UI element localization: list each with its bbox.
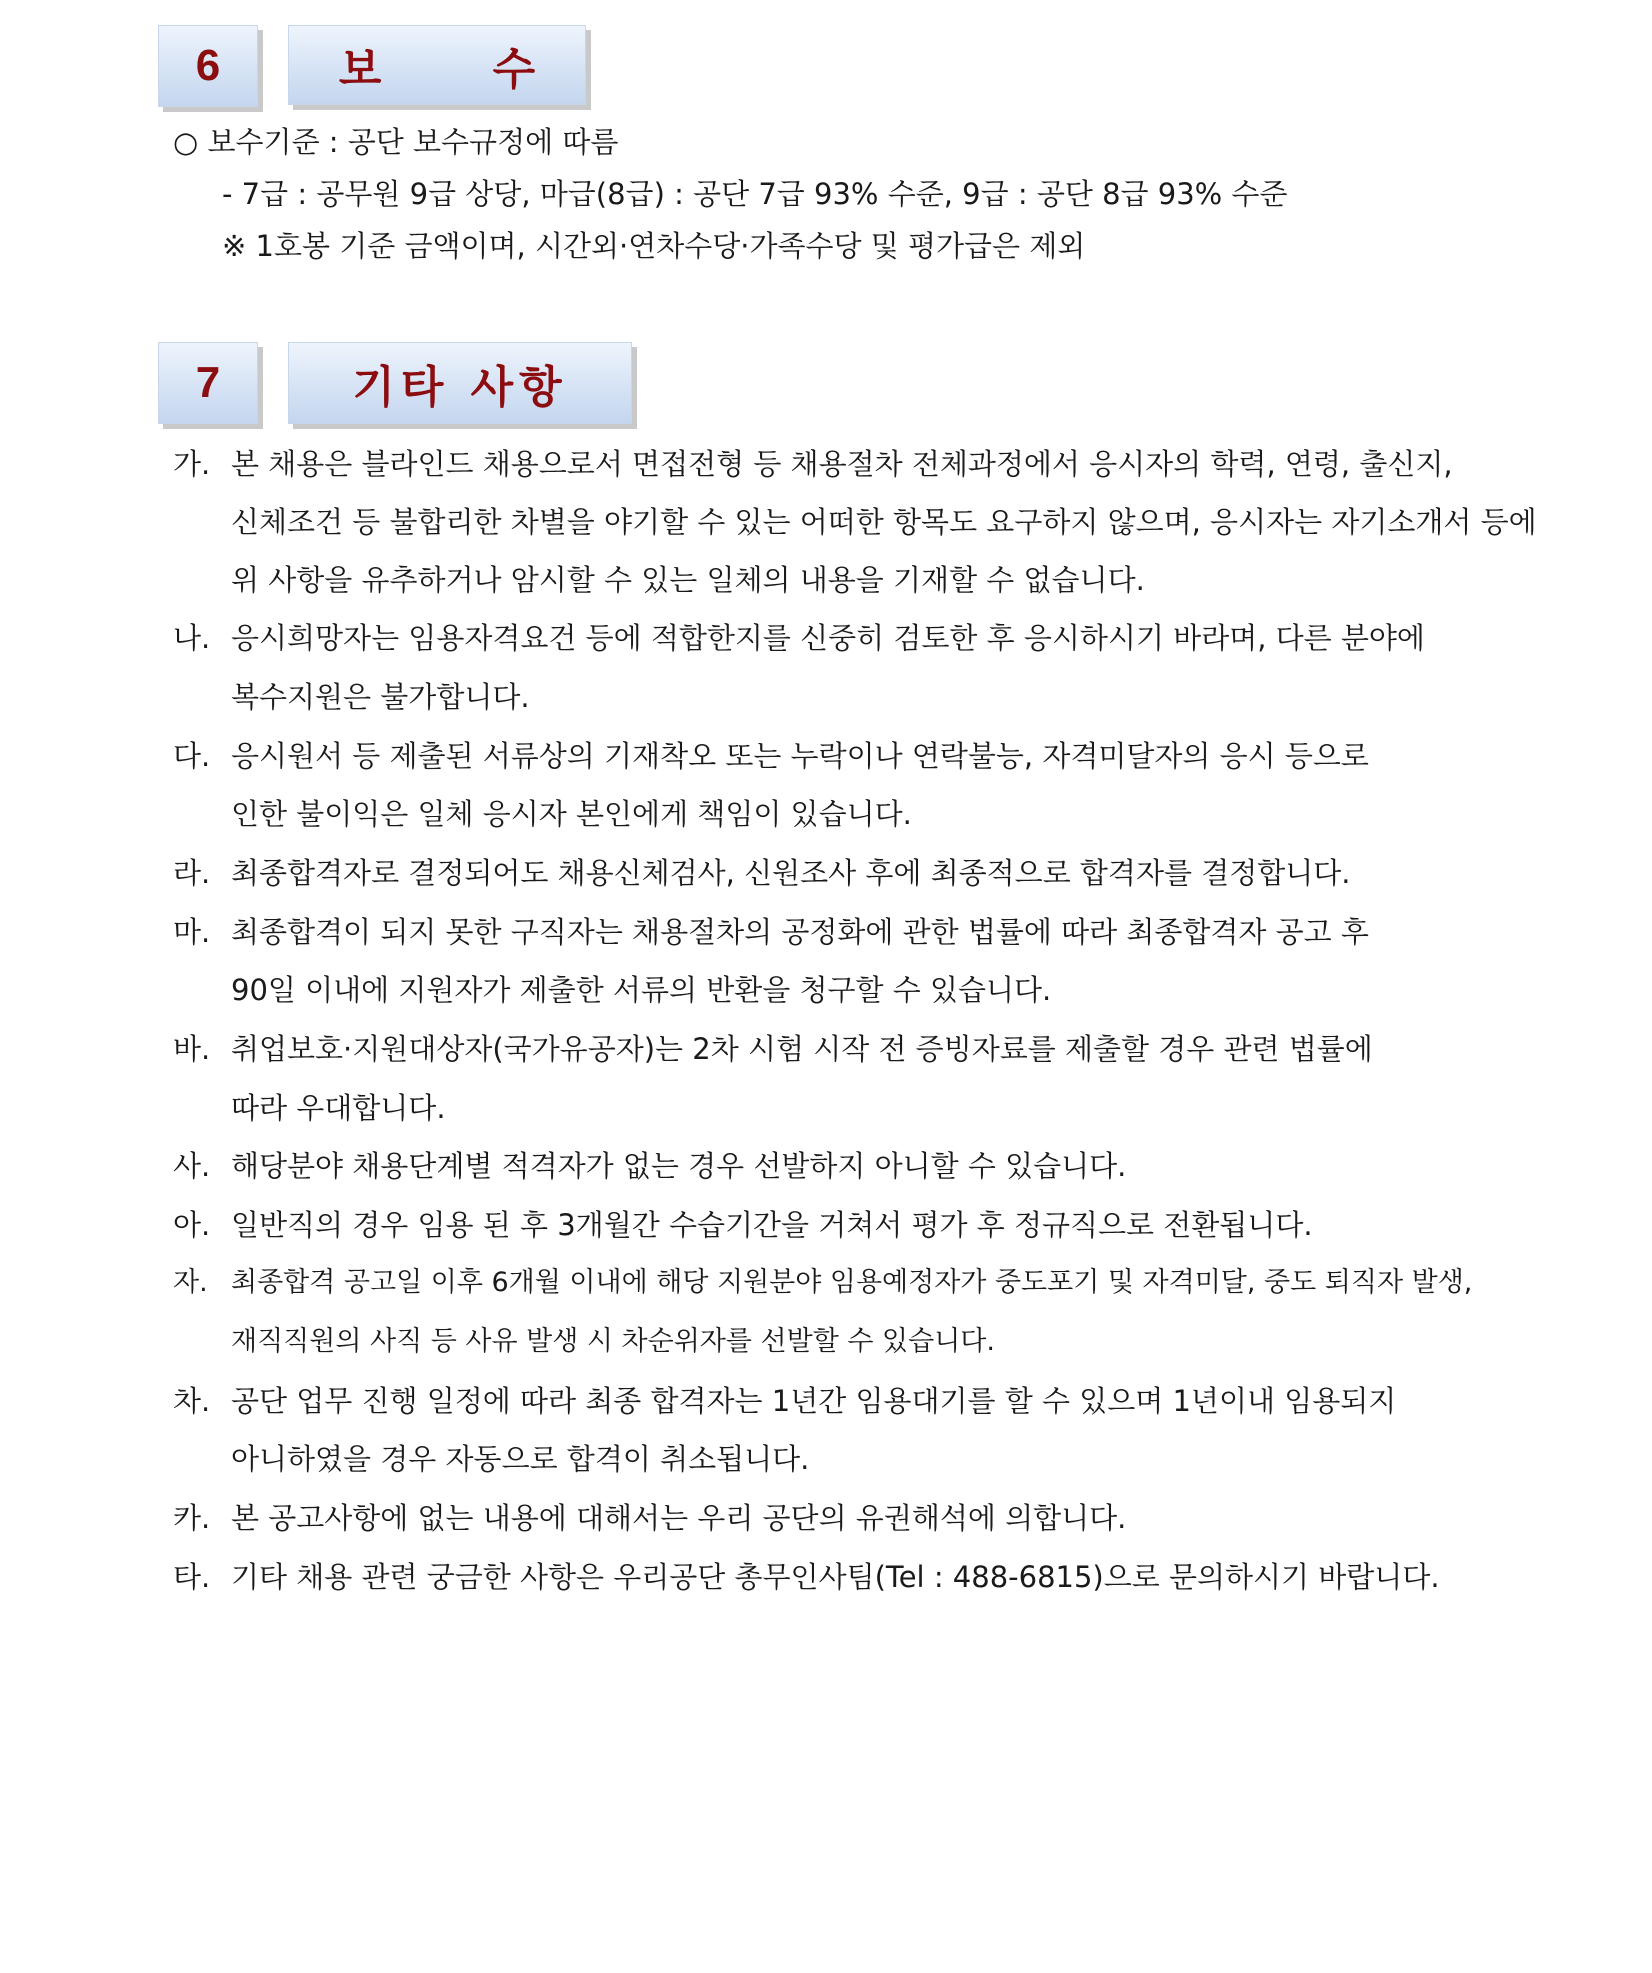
section-6-item-0: ○ 보수기준 : 공단 보수규정에 따름 <box>173 125 619 159</box>
section-6-item-2: ※ 1호봉 기준 금액이며, 시간외·연차수당·가족수당 및 평가급은 제외 <box>222 229 1086 263</box>
section-7-title: 기타 사항 <box>288 342 632 424</box>
list-item-continuation: 신체조건 등 불합리한 차별을 야기할 수 있는 어떠한 항목도 요구하지 않으며, 응시자는 자기소개서 등에 <box>231 505 1537 539</box>
list-item-label: 가. <box>173 447 211 481</box>
list-item-continuation: 재직직원의 사직 등 사유 발생 시 차순위자를 선발할 수 있습니다. <box>231 1326 995 1357</box>
list-item-label: 라. <box>173 856 211 890</box>
list-item-label: 차. <box>173 1384 211 1418</box>
list-item-label: 마. <box>173 915 211 949</box>
list-item-continuation: 인한 불이익은 일체 응시자 본인에게 책임이 있습니다. <box>231 797 912 831</box>
list-item-continuation: 위 사항을 유추하거나 암시할 수 있는 일체의 내용을 기재할 수 없습니다. <box>231 563 1145 597</box>
list-item-continuation: 복수지원은 불가합니다. <box>231 680 530 714</box>
list-item: 자. 최종합격 공고일 이후 6개월 이내에 해당 지원분야 임용예정자가 중도포기 및 자격미달, 중도 퇴직자 발생, <box>173 1267 1473 1298</box>
list-item: 다. 응시원서 등 제출된 서류상의 기재착오 또는 누락이나 연락불능, 자격미달자의 응시 등으로 <box>173 739 1369 773</box>
list-item-label: 자. <box>173 1267 208 1298</box>
list-item-label: 다. <box>173 739 211 773</box>
list-item-label: 나. <box>173 621 211 655</box>
list-item-label: 바. <box>173 1032 211 1066</box>
list-item: 라. 최종합격자로 결정되어도 채용신체검사, 신원조사 후에 최종적으로 합격자를 결정합니다. <box>173 856 1351 890</box>
list-item: 차. 공단 업무 진행 일정에 따라 최종 합격자는 1년간 임용대기를 할 수 있으며 1년이내 임용되지 <box>173 1384 1397 1418</box>
list-item: 나. 응시희망자는 임용자격요건 등에 적합한지를 신중히 검토한 후 응시하시기 바라며, 다른 분야에 <box>173 621 1425 655</box>
list-item-label: 아. <box>173 1208 211 1242</box>
list-item-continuation: 따라 우대합니다. <box>231 1091 446 1125</box>
section-6-title: 보 수 <box>288 25 586 105</box>
list-item: 사. 해당분야 채용단계별 적격자가 없는 경우 선발하지 아니할 수 있습니다. <box>173 1149 1127 1183</box>
list-item: 카. 본 공고사항에 없는 내용에 대해서는 우리 공단의 유권해석에 의합니다. <box>173 1501 1127 1535</box>
list-item: 바. 취업보호·지원대상자(국가유공자)는 2차 시험 시작 전 증빙자료를 제출할 경우 관련 법률에 <box>173 1032 1373 1066</box>
list-item: 마. 최종합격이 되지 못한 구직자는 채용절차의 공정화에 관한 법률에 따라 최종합격자 공고 후 <box>173 915 1369 949</box>
list-item-label: 사. <box>173 1149 211 1183</box>
section-6-number: 6 <box>158 25 258 107</box>
section-6-item-1: - 7급 : 공무원 9급 상당, 마급(8급) : 공단 7급 93% 수준, 9급 : 공단 8급 93% 수준 <box>222 177 1288 211</box>
list-item-continuation: 아니하였을 경우 자동으로 합격이 취소됩니다. <box>231 1442 810 1476</box>
list-item-continuation: 90일 이내에 지원자가 제출한 서류의 반환을 청구할 수 있습니다. <box>231 973 1052 1007</box>
list-item: 아. 일반직의 경우 임용 된 후 3개월간 수습기간을 거쳐서 평가 후 정규직으로 전환됩니다. <box>173 1208 1313 1242</box>
list-item: 타. 기타 채용 관련 궁금한 사항은 우리공단 총무인사팀(Tel : 488-6815)으로 문의하시기 바랍니다. <box>173 1560 1440 1594</box>
list-item-label: 카. <box>173 1501 211 1535</box>
list-item-label: 타. <box>173 1560 211 1594</box>
section-7-number: 7 <box>158 342 258 424</box>
list-item: 가. 본 채용은 블라인드 채용으로서 면접전형 등 채용절차 전체과정에서 응시자의 학력, 연령, 출신지, <box>173 447 1453 481</box>
